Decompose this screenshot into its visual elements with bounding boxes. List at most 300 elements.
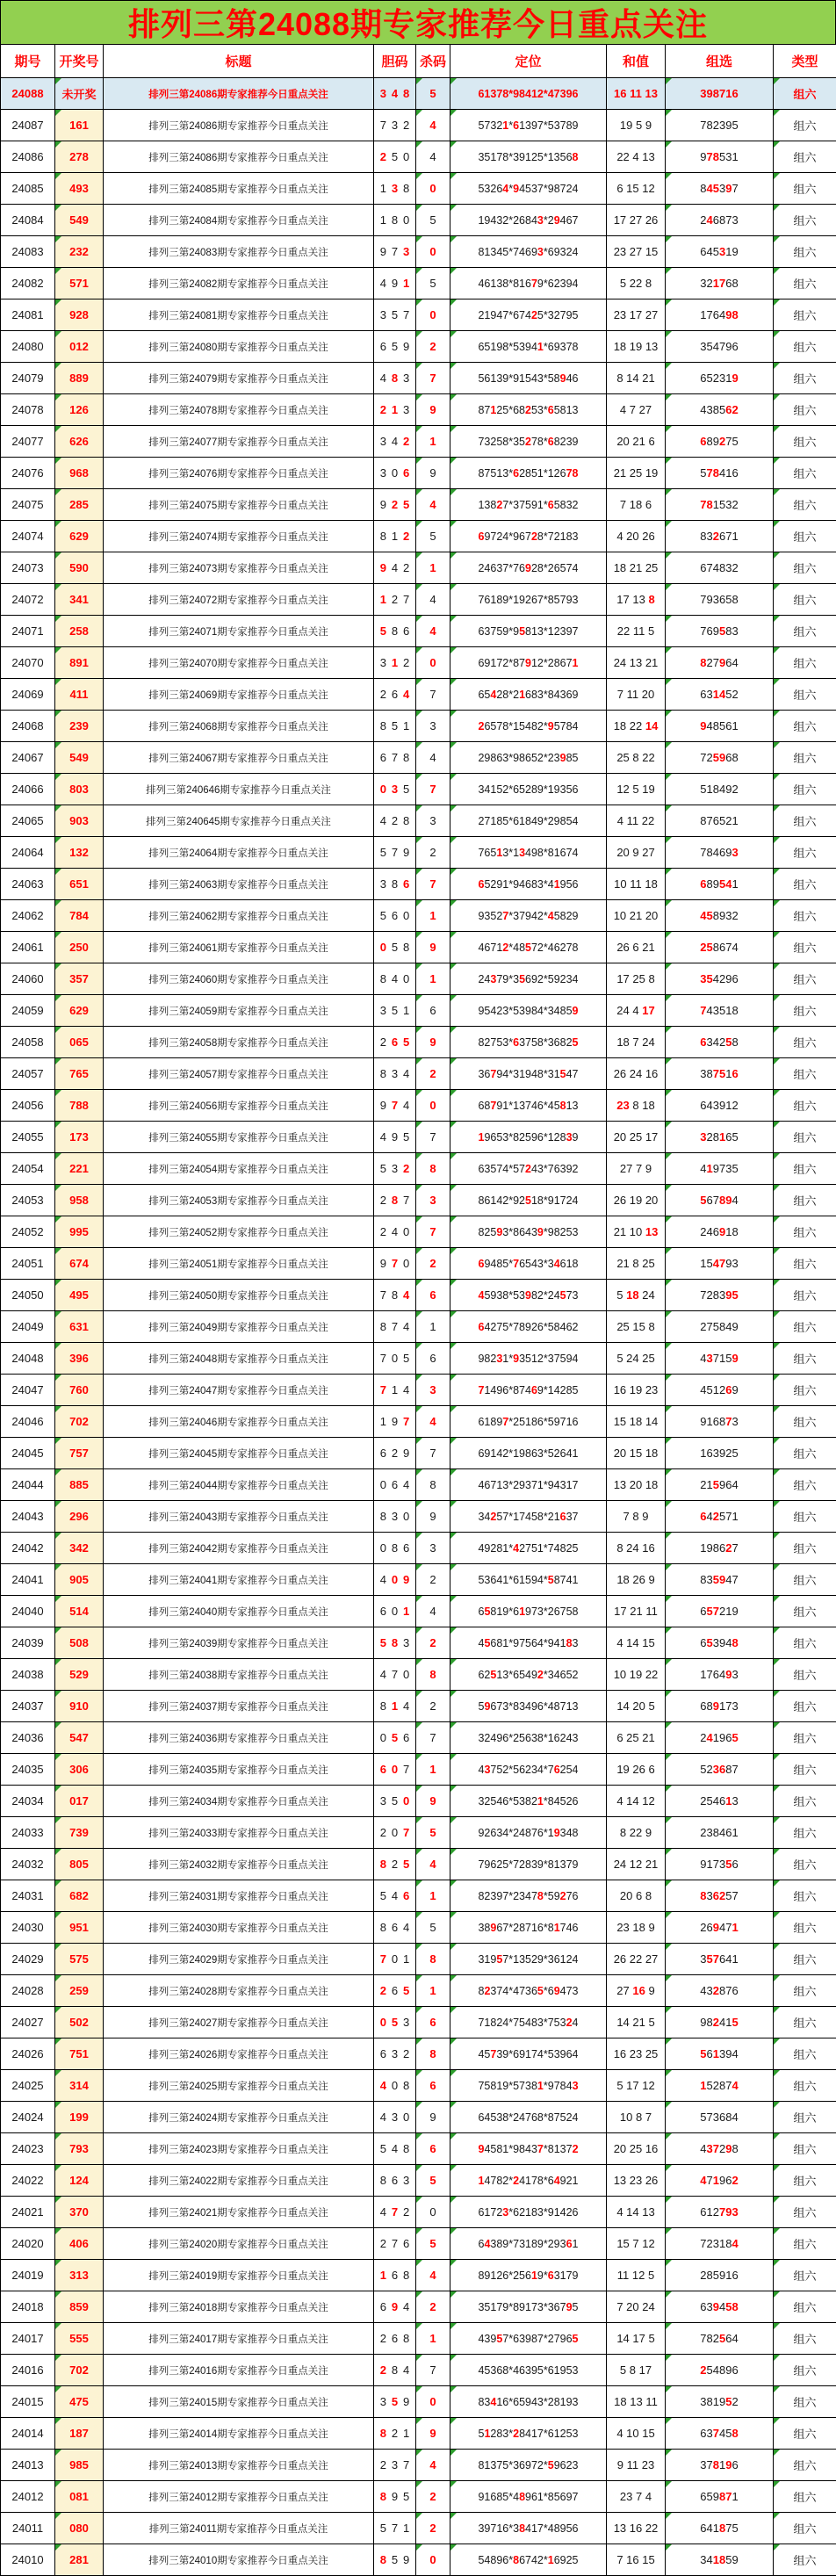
cell-open: 514 <box>55 1596 104 1627</box>
cell-title: 排列三第24020期专家推荐今日重点关注 <box>104 2228 374 2260</box>
cell-open: 221 <box>55 1153 104 1185</box>
cell-kill: 1 <box>416 2323 450 2355</box>
cell-period: 24081 <box>1 299 55 331</box>
cell-group: 258674 <box>666 932 774 963</box>
cell-group: 835947 <box>666 1564 774 1596</box>
cell-pos: 71824*75483*75324 <box>450 2007 607 2038</box>
cell-pos: 65428*21683*84369 <box>450 679 607 711</box>
cell-pos: 82374*47365*69473 <box>450 1975 607 2007</box>
cell-dan: 732 <box>374 110 416 141</box>
cell-dan: 851 <box>374 711 416 742</box>
cell-period: 24044 <box>1 1469 55 1501</box>
cell-kill: 2 <box>416 1248 450 1280</box>
cell-dan: 548 <box>374 2133 416 2165</box>
cell-group: 458932 <box>666 900 774 932</box>
cell-sum: 19 5 9 <box>607 110 666 141</box>
cell-open: 065 <box>55 1027 104 1058</box>
cell-period: 24050 <box>1 1280 55 1311</box>
cell-type: 组六 <box>774 78 836 110</box>
cell-title: 排列三第24047期专家推荐今日重点关注 <box>104 1375 374 1406</box>
cell-open: 751 <box>55 2038 104 2070</box>
cell-type: 组六 <box>774 110 836 141</box>
cell-title: 排列三第24024期专家推荐今日重点关注 <box>104 2102 374 2133</box>
cell-pos: 83416*65943*28193 <box>450 2386 607 2418</box>
cell-title: 排列三第24019期专家推荐今日重点关注 <box>104 2260 374 2291</box>
cell-open: 958 <box>55 1185 104 1216</box>
cell-open: 081 <box>55 2481 104 2513</box>
cell-period: 24040 <box>1 1596 55 1627</box>
table-row <box>1 1375 836 1406</box>
cell-pos: 24637*76928*26574 <box>450 552 607 584</box>
cell-kill: 2 <box>416 2513 450 2544</box>
cell-group: 471962 <box>666 2165 774 2197</box>
cell-pos: 32496*25638*16243 <box>450 1722 607 1754</box>
cell-pos: 56139*91543*58946 <box>450 363 607 394</box>
table-row <box>1 1343 836 1375</box>
cell-period: 24016 <box>1 2355 55 2386</box>
cell-open: 296 <box>55 1501 104 1533</box>
cell-period: 24053 <box>1 1185 55 1216</box>
cell-kill: 4 <box>416 616 450 647</box>
cell-dan: 237 <box>374 2450 416 2481</box>
cell-sum: 10 19 22 <box>607 1659 666 1691</box>
cell-group: 354796 <box>666 331 774 363</box>
cell-group: 916873 <box>666 1406 774 1438</box>
cell-sum: 17 21 11 <box>607 1596 666 1627</box>
cell-sum: 16 23 25 <box>607 2038 666 2070</box>
table-row <box>1 2386 836 2418</box>
cell-kill: 7 <box>416 774 450 805</box>
cell-open: 903 <box>55 805 104 837</box>
cell-type: 组六 <box>774 1564 836 1596</box>
cell-sum: 18 13 11 <box>607 2386 666 2418</box>
cell-type: 组六 <box>774 2165 836 2197</box>
cell-open: 555 <box>55 2323 104 2355</box>
cell-period: 24024 <box>1 2102 55 2133</box>
cell-open: 626 <box>55 426 104 458</box>
cell-title: 排列三第24082期专家推荐今日重点关注 <box>104 268 374 299</box>
cell-period: 24080 <box>1 331 55 363</box>
cell-sum: 27 16 9 <box>607 1975 666 2007</box>
cell-group: 948561 <box>666 711 774 742</box>
cell-open: 928 <box>55 299 104 331</box>
table-row <box>1 2228 836 2260</box>
cell-type: 组六 <box>774 1438 836 1469</box>
cell-pos: 89126*25619*63179 <box>450 2260 607 2291</box>
cell-sum: 16 11 13 <box>607 78 666 110</box>
cell-period: 24020 <box>1 2228 55 2260</box>
cell-type: 组六 <box>774 394 836 426</box>
cell-dan: 586 <box>374 616 416 647</box>
cell-kill: 4 <box>416 1596 450 1627</box>
cell-title: 排列三第24045期专家推荐今日重点关注 <box>104 1438 374 1469</box>
cell-type: 组六 <box>774 1185 836 1216</box>
cell-dan: 276 <box>374 2228 416 2260</box>
cell-type: 组六 <box>774 963 836 995</box>
cell-open: 859 <box>55 2291 104 2323</box>
cell-open: 765 <box>55 1058 104 1090</box>
cell-dan: 830 <box>374 1501 416 1533</box>
cell-pos: 93527*37942*45829 <box>450 900 607 932</box>
cell-title: 排列三第24044期专家推荐今日重点关注 <box>104 1469 374 1501</box>
cell-group: 641875 <box>666 2513 774 2544</box>
cell-group: 567894 <box>666 1185 774 1216</box>
cell-period: 24058 <box>1 1027 55 1058</box>
cell-open: 803 <box>55 774 104 805</box>
cell-title: 排列三第24061期专家推荐今日重点关注 <box>104 932 374 963</box>
cell-pos: 29863*98652*23985 <box>450 742 607 774</box>
cell-kill: 0 <box>416 2386 450 2418</box>
cell-period: 24049 <box>1 1311 55 1343</box>
cell-pos: 46713*29371*94317 <box>450 1469 607 1501</box>
cell-open: 411 <box>55 679 104 711</box>
cell-title: 排列三第24029期专家推荐今日重点关注 <box>104 1944 374 1975</box>
cell-sum: 13 23 26 <box>607 2165 666 2197</box>
cell-title: 排列三第240645期专家推荐今日重点关注 <box>104 805 374 837</box>
cell-period: 24084 <box>1 205 55 236</box>
cell-kill: 5 <box>416 1817 450 1849</box>
cell-type: 组六 <box>774 869 836 900</box>
cell-type: 组六 <box>774 205 836 236</box>
cell-pos: 76513*13498*81674 <box>450 837 607 869</box>
cell-title: 排列三第24026期专家推荐今日重点关注 <box>104 2038 374 2070</box>
table-row <box>1 2291 836 2323</box>
table-row <box>1 268 836 299</box>
cell-kill: 0 <box>416 2544 450 2576</box>
cell-sum: 21 8 25 <box>607 1248 666 1280</box>
cell-pos: 13827*37591*65832 <box>450 489 607 521</box>
cell-pos: 62513*65492*34652 <box>450 1659 607 1691</box>
cell-title: 排列三第24085期专家推荐今日重点关注 <box>104 173 374 205</box>
table-row <box>1 2450 836 2481</box>
cell-title: 排列三第24027期专家推荐今日重点关注 <box>104 2007 374 2038</box>
cell-title: 排列三第24080期专家推荐今日重点关注 <box>104 331 374 363</box>
cell-group: 419735 <box>666 1153 774 1185</box>
cell-title: 排列三第24030期专家推荐今日重点关注 <box>104 1912 374 1944</box>
table-row <box>1 774 836 805</box>
cell-open: 760 <box>55 1375 104 1406</box>
cell-sum: 20 6 8 <box>607 1880 666 1912</box>
cell-dan: 579 <box>374 837 416 869</box>
cell-dan: 874 <box>374 1311 416 1343</box>
cell-title: 排列三第24073期专家推荐今日重点关注 <box>104 552 374 584</box>
table-row <box>1 552 836 584</box>
cell-pos: 34257*17458*21637 <box>450 1501 607 1533</box>
column-header-pos: 定位 <box>450 45 607 78</box>
cell-period: 24041 <box>1 1564 55 1596</box>
table-row <box>1 2355 836 2386</box>
cell-title: 排列三第24052期专家推荐今日重点关注 <box>104 1216 374 1248</box>
cell-kill: 6 <box>416 2070 450 2102</box>
cell-kill: 5 <box>416 268 450 299</box>
cell-dan: 546 <box>374 1880 416 1912</box>
cell-period: 24085 <box>1 173 55 205</box>
cell-pos: 79625*72839*81379 <box>450 1849 607 1880</box>
cell-kill: 7 <box>416 363 450 394</box>
cell-pos: 63759*95813*12397 <box>450 616 607 647</box>
cell-title: 排列三第24037期专家推荐今日重点关注 <box>104 1691 374 1722</box>
cell-title: 排列三第24074期专家推荐今日重点关注 <box>104 521 374 552</box>
cell-group: 176498 <box>666 299 774 331</box>
cell-sum: 4 20 26 <box>607 521 666 552</box>
cell-group: 518492 <box>666 774 774 805</box>
cell-type: 组六 <box>774 1280 836 1311</box>
cell-title: 排列三第24049期专家推荐今日重点关注 <box>104 1311 374 1343</box>
cell-pos: 46712*48572*46278 <box>450 932 607 963</box>
cell-sum: 10 8 7 <box>607 2102 666 2133</box>
table-row <box>1 963 836 995</box>
cell-type: 组六 <box>774 1722 836 1754</box>
cell-pos: 73258*35278*68239 <box>450 426 607 458</box>
cell-group: 523687 <box>666 1754 774 1786</box>
table-row <box>1 426 836 458</box>
cell-sum: 21 10 13 <box>607 1216 666 1248</box>
cell-type: 组六 <box>774 1311 836 1343</box>
cell-kill: 2 <box>416 1058 450 1090</box>
cell-dan: 240 <box>374 1216 416 1248</box>
cell-group: 782564 <box>666 2323 774 2355</box>
cell-kill: 7 <box>416 1122 450 1153</box>
cell-type: 组六 <box>774 2355 836 2386</box>
table-row <box>1 1438 836 1469</box>
cell-sum: 24 4 17 <box>607 995 666 1027</box>
cell-pos: 61378*98412*47396 <box>450 78 607 110</box>
cell-type: 组六 <box>774 1090 836 1122</box>
cell-pos: 39716*38417*48956 <box>450 2513 607 2544</box>
cell-sum: 20 15 18 <box>607 1438 666 1469</box>
table-row <box>1 2038 836 2070</box>
table-row <box>1 1975 836 2007</box>
cell-group: 612793 <box>666 2197 774 2228</box>
cell-pos: 54896*86742*16925 <box>450 2544 607 2576</box>
cell-title: 排列三第24064期专家推荐今日重点关注 <box>104 837 374 869</box>
cell-pos: 26578*15482*95784 <box>450 711 607 742</box>
cell-group: 631452 <box>666 679 774 711</box>
cell-dan: 859 <box>374 2544 416 2576</box>
cell-sum: 19 26 6 <box>607 1754 666 1786</box>
cell-type: 组六 <box>774 363 836 394</box>
cell-dan: 350 <box>374 1786 416 1817</box>
cell-title: 排列三第24040期专家推荐今日重点关注 <box>104 1596 374 1627</box>
cell-sum: 23 27 15 <box>607 236 666 268</box>
cell-type: 组六 <box>774 2291 836 2323</box>
cell-pos: 81345*74693*69324 <box>450 236 607 268</box>
table-row <box>1 1185 836 1216</box>
table-row <box>1 1090 836 1122</box>
cell-sum: 8 14 21 <box>607 363 666 394</box>
cell-dan: 386 <box>374 869 416 900</box>
cell-period: 24014 <box>1 2418 55 2450</box>
cell-type: 组六 <box>774 1375 836 1406</box>
cell-period: 24035 <box>1 1754 55 1786</box>
cell-sum: 5 22 8 <box>607 268 666 299</box>
cell-type: 组六 <box>774 774 836 805</box>
column-header-sum: 和值 <box>607 45 666 78</box>
cell-type: 组六 <box>774 552 836 584</box>
cell-open: 739 <box>55 1817 104 1849</box>
cell-open: 306 <box>55 1754 104 1786</box>
cell-period: 24088 <box>1 78 55 110</box>
table-row <box>1 2070 836 2102</box>
cell-dan: 701 <box>374 1944 416 1975</box>
cell-open: 529 <box>55 1659 104 1691</box>
cell-sum: 8 22 9 <box>607 1817 666 1849</box>
cell-period: 24015 <box>1 2386 55 2418</box>
cell-open: 631 <box>55 1311 104 1343</box>
cell-group: 917356 <box>666 1849 774 1880</box>
cell-title: 排列三第24021期专家推荐今日重点关注 <box>104 2197 374 2228</box>
cell-sum: 27 7 9 <box>607 1153 666 1185</box>
cell-open: 889 <box>55 363 104 394</box>
cell-period: 24074 <box>1 521 55 552</box>
cell-sum: 6 15 12 <box>607 173 666 205</box>
cell-title: 排列三第24031期专家推荐今日重点关注 <box>104 1880 374 1912</box>
cell-group: 793658 <box>666 584 774 616</box>
cell-kill: 5 <box>416 78 450 110</box>
cell-kill: 2 <box>416 837 450 869</box>
table-row <box>1 647 836 679</box>
cell-pos: 32546*53821*84526 <box>450 1786 607 1817</box>
table-row <box>1 900 836 932</box>
cell-type: 组六 <box>774 932 836 963</box>
cell-open: 341 <box>55 584 104 616</box>
cell-sum: 10 21 20 <box>607 900 666 932</box>
cell-type: 组六 <box>774 331 836 363</box>
table-row <box>1 205 836 236</box>
table-row <box>1 805 836 837</box>
cell-sum: 7 11 20 <box>607 679 666 711</box>
cell-dan: 306 <box>374 458 416 489</box>
cell-type: 组六 <box>774 1944 836 1975</box>
cell-open: 281 <box>55 2544 104 2576</box>
column-header-dan: 胆码 <box>374 45 416 78</box>
cell-group: 781532 <box>666 489 774 521</box>
cell-title: 排列三第24055期专家推荐今日重点关注 <box>104 1122 374 1153</box>
cell-sum: 24 13 21 <box>607 647 666 679</box>
cell-open: 342 <box>55 1533 104 1564</box>
cell-type: 组六 <box>774 2323 836 2355</box>
cell-group: 246918 <box>666 1216 774 1248</box>
column-header-title: 标题 <box>104 45 374 78</box>
cell-dan: 973 <box>374 236 416 268</box>
table-row <box>1 458 836 489</box>
table-row <box>1 1722 836 1754</box>
cell-group: 769583 <box>666 616 774 647</box>
cell-type: 组六 <box>774 1912 836 1944</box>
cell-open: 951 <box>55 1912 104 1944</box>
cell-sum: 7 8 9 <box>607 1501 666 1533</box>
cell-period: 24011 <box>1 2513 55 2544</box>
table-row <box>1 1627 836 1659</box>
cell-period: 24070 <box>1 647 55 679</box>
cell-kill: 8 <box>416 1659 450 1691</box>
cell-group: 163925 <box>666 1438 774 1469</box>
cell-kill: 8 <box>416 1469 450 1501</box>
cell-kill: 6 <box>416 995 450 1027</box>
cell-open: 571 <box>55 268 104 299</box>
cell-sum: 8 24 16 <box>607 1533 666 1564</box>
table-row <box>1 1691 836 1722</box>
cell-period: 24017 <box>1 2323 55 2355</box>
cell-dan: 408 <box>374 2070 416 2102</box>
cell-title: 排列三第24041期专家推荐今日重点关注 <box>104 1564 374 1596</box>
cell-dan: 812 <box>374 521 416 552</box>
cell-pos: 27185*61849*29854 <box>450 805 607 837</box>
cell-period: 24067 <box>1 742 55 774</box>
cell-open: 370 <box>55 2197 104 2228</box>
cell-open: 682 <box>55 1880 104 1912</box>
cell-dan: 705 <box>374 1343 416 1375</box>
cell-period: 24077 <box>1 426 55 458</box>
cell-kill: 3 <box>416 805 450 837</box>
cell-dan: 532 <box>374 1153 416 1185</box>
cell-type: 组六 <box>774 1027 836 1058</box>
cell-dan: 058 <box>374 932 416 963</box>
cell-dan: 056 <box>374 1722 416 1754</box>
cell-dan: 694 <box>374 2291 416 2323</box>
cell-title: 排列三第24038期专家推荐今日重点关注 <box>104 1659 374 1691</box>
cell-open: 406 <box>55 2228 104 2260</box>
table-row <box>1 711 836 742</box>
cell-open: 547 <box>55 1722 104 1754</box>
cell-period: 24065 <box>1 805 55 837</box>
cell-period: 24025 <box>1 2070 55 2102</box>
cell-pos: 14782*24178*64921 <box>450 2165 607 2197</box>
cell-group: 215964 <box>666 1469 774 1501</box>
cell-kill: 0 <box>416 173 450 205</box>
cell-group: 876521 <box>666 805 774 837</box>
cell-sum: 15 18 14 <box>607 1406 666 1438</box>
cell-dan: 127 <box>374 584 416 616</box>
cell-sum: 23 17 27 <box>607 299 666 331</box>
cell-dan: 035 <box>374 774 416 805</box>
cell-open: 357 <box>55 963 104 995</box>
cell-type: 组六 <box>774 2038 836 2070</box>
cell-pos: 71496*87469*14285 <box>450 1375 607 1406</box>
cell-group: 254613 <box>666 1786 774 1817</box>
cell-pos: 21947*67425*32795 <box>450 299 607 331</box>
cell-kill: 1 <box>416 1880 450 1912</box>
cell-pos: 63574*57243*76392 <box>450 1153 607 1185</box>
cell-pos: 46138*81679*62394 <box>450 268 607 299</box>
cell-pos: 19653*82596*12839 <box>450 1122 607 1153</box>
cell-open: 173 <box>55 1122 104 1153</box>
cell-period: 24071 <box>1 616 55 647</box>
table-body <box>1 78 836 2576</box>
cell-group: 269471 <box>666 1912 774 1944</box>
column-header-group: 组选 <box>666 45 774 78</box>
cell-dan: 264 <box>374 679 416 711</box>
cell-group: 381952 <box>666 2386 774 2418</box>
cell-period: 24043 <box>1 1501 55 1533</box>
cell-open: 132 <box>55 837 104 869</box>
cell-title: 排列三第24076期专家推荐今日重点关注 <box>104 458 374 489</box>
cell-sum: 23 7 4 <box>607 2481 666 2513</box>
cell-group: 657219 <box>666 1596 774 1627</box>
cell-type: 组六 <box>774 426 836 458</box>
cell-kill: 0 <box>416 2197 450 2228</box>
cell-open: 313 <box>55 2260 104 2291</box>
cell-pos: 64389*73189*29361 <box>450 2228 607 2260</box>
cell-sum: 18 21 25 <box>607 552 666 584</box>
cell-title: 排列三第24012期专家推荐今日重点关注 <box>104 2481 374 2513</box>
cell-sum: 20 21 6 <box>607 426 666 458</box>
cell-dan: 825 <box>374 1849 416 1880</box>
cell-kill: 5 <box>416 1912 450 1944</box>
cell-pos: 57321*61397*53789 <box>450 110 607 141</box>
cell-dan: 784 <box>374 1280 416 1311</box>
cell-sum: 14 21 5 <box>607 2007 666 2038</box>
